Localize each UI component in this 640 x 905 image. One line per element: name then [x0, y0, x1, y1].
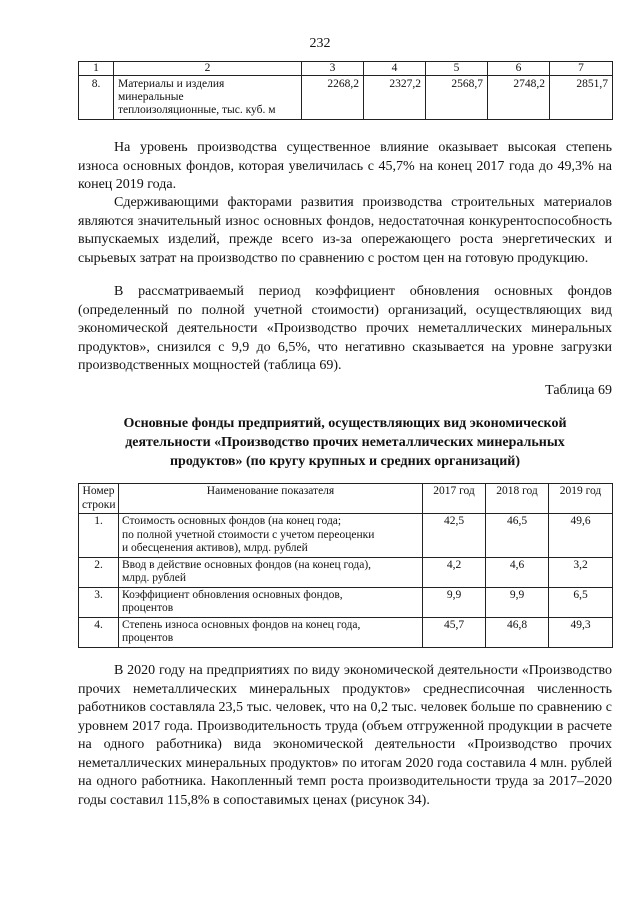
table-row — [79, 617, 613, 647]
value-cell: 6,5 — [549, 587, 613, 617]
row-number: 8. — [79, 76, 114, 120]
label-line: Коэффициент обновления основных фондов, — [122, 588, 343, 601]
value-cell: 3,2 — [549, 557, 613, 587]
value-cell: 2748,2 — [488, 76, 550, 120]
row-number: 4. — [79, 617, 119, 647]
table-69 — [78, 483, 613, 648]
label-line: Степень износа основных фондов на конец года, — [122, 618, 361, 631]
row-label — [114, 76, 302, 120]
column-number-cell: 4 — [364, 62, 426, 76]
column-number-cell: 2 — [114, 62, 302, 76]
value-cell: 46,8 — [486, 617, 549, 647]
value-cell: 2327,2 — [364, 76, 426, 120]
row-number: 3. — [79, 587, 119, 617]
paragraph: В рассматриваемый период коэффициент обновления основных фондов (определенный по полной учетной стоимости) организаций, осуществляющих вид экономической деятельности «Производство прочих неметаллических минеральных продуктов», снизился с 9,9 до 6,5%, что негативно сказывается на уровне загрузки производственных мощностей (таблица 69). — [78, 284, 612, 373]
column-number-cell: 6 — [488, 62, 550, 76]
value-cell: 45,7 — [423, 617, 486, 647]
header-indicator-name: Наименование показателя — [119, 484, 423, 514]
value-cell: 2568,7 — [426, 76, 488, 120]
label-line: по полной учетной стоимости с учетом переоценки — [122, 528, 375, 541]
row-label — [119, 587, 423, 617]
column-number-cell: 7 — [550, 62, 613, 76]
table-label: Таблица 69 — [545, 383, 612, 398]
label-line: теплоизоляционные, тыс. куб. м — [118, 104, 276, 116]
column-number-cell: 1 — [79, 62, 114, 76]
header-year: 2017 год — [423, 484, 486, 514]
continued-table — [78, 61, 613, 120]
paragraph: На уровень производства существенное влияние оказывает высокая степень износа основных фондов, которая увеличилась с 45,7% на конец 2017 года до 49,3% на конец 2019 года. — [78, 140, 612, 192]
value-cell: 49,6 — [549, 514, 613, 558]
row-label — [119, 514, 423, 558]
paragraph: В 2020 году на предприятиях по виду экономической деятельности «Производство прочих неметаллических минеральных продуктов» среднесписочная численность работников составляла 23,5 тыс. человек, что на 0,2 тыс. человек больше по сравнению с уровнем 2017 года. Производительность труда (объем отгруженной продукции в расчете на одного работника) вида экономической деятельности «Производство прочих неметаллических минеральных продуктов» по итогам 2020 года составила 4 млн. рублей на одного работника. Накопленный темп роста производительности труда за 2017–2020 годы составил 115,8% в сопоставимых ценах (рисунок 34). — [78, 663, 612, 808]
value-cell: 42,5 — [423, 514, 486, 558]
header-year: 2018 год — [486, 484, 549, 514]
table-row — [79, 587, 613, 617]
value-cell: 2851,7 — [550, 76, 613, 120]
value-cell: 46,5 — [486, 514, 549, 558]
table-header-row — [79, 62, 613, 76]
value-cell: 4,2 — [423, 557, 486, 587]
title-line: деятельности «Производство прочих неметаллических минеральных — [125, 435, 565, 450]
header-row-number — [79, 484, 119, 514]
column-number-cell: 5 — [426, 62, 488, 76]
row-number: 1. — [79, 514, 119, 558]
header-line: Номер — [82, 485, 115, 497]
table-title — [78, 414, 612, 471]
value-cell: 9,9 — [423, 587, 486, 617]
label-line: процентов — [122, 632, 174, 644]
header-line: строки — [82, 498, 116, 511]
paragraph: Сдерживающими факторами развития производства строительных материалов являются значительный износ основных фондов, недостаточная конкурентоспособность выпускаемых изделий, прежде всего из-за опережающего роста энергетических и сырьевых затрат на производство по сравнению с ростом цен на готовую продукцию. — [78, 195, 612, 266]
label-line: Стоимость основных фондов (на конец года; — [122, 515, 342, 527]
label-line: минеральные — [118, 91, 184, 103]
page-number: 232 — [309, 36, 331, 51]
value-cell: 2268,2 — [302, 76, 364, 120]
table-header-row — [79, 484, 613, 514]
table-row — [79, 514, 613, 558]
label-line: Ввод в действие основных фондов (на конец года), — [122, 558, 372, 571]
title-line: Основные фонды предприятий, осуществляющих вид экономической — [123, 416, 567, 431]
label-line: процентов — [122, 602, 174, 614]
row-number: 2. — [79, 557, 119, 587]
label-line: Материалы и изделия — [118, 78, 225, 90]
title-line: продуктов» (по кругу крупных и средних организаций) — [169, 454, 521, 469]
header-year: 2019 год — [549, 484, 613, 514]
column-number-cell: 3 — [302, 62, 364, 76]
row-label — [119, 557, 423, 587]
table-row — [79, 557, 613, 587]
value-cell: 4,6 — [486, 557, 549, 587]
label-line: и обесценения активов), млрд. рублей — [122, 542, 308, 554]
value-cell: 9,9 — [486, 587, 549, 617]
label-line: млрд. рублей — [122, 572, 186, 584]
table-row — [79, 76, 613, 120]
value-cell: 49,3 — [549, 617, 613, 647]
row-label — [119, 617, 423, 647]
